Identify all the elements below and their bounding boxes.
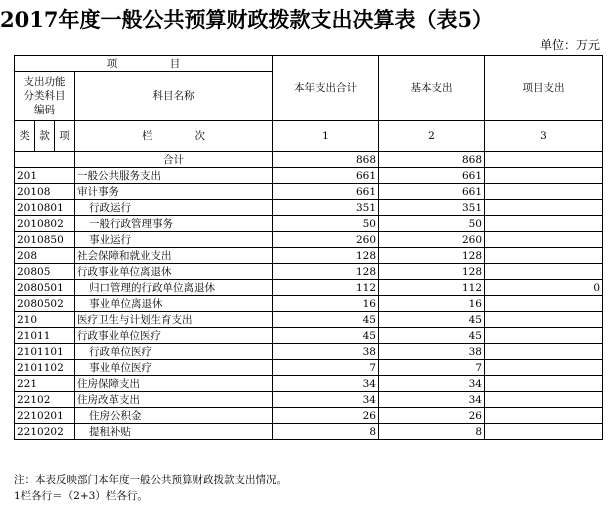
row-code: 2210202 [15,424,75,440]
table-row [15,376,603,392]
row-basic: 7 [379,360,485,376]
row-total: 34 [273,392,379,408]
header-code-label-line3: 编码 [34,104,55,116]
header-code-label-line1: 支出功能 [23,76,66,88]
table-row [15,232,603,248]
row-name: 合计 [75,152,273,168]
row-basic: 34 [379,392,485,408]
table-row [15,312,603,328]
row-total: 661 [273,184,379,200]
row-project [485,344,603,360]
row-total: 8 [273,424,379,440]
table-row [15,408,603,424]
row-name: 审计事务 [75,184,273,200]
row-code: 21011 [15,328,75,344]
unit-label: 单位：万元 [539,38,600,52]
row-basic: 868 [379,152,485,168]
row-name: 住房保障支出 [75,376,273,392]
header-col-num-3: 3 [485,121,603,152]
row-code: 2010801 [15,200,75,216]
table-row [15,392,603,408]
header-code-label [15,72,75,121]
row-basic: 260 [379,232,485,248]
row-code: 2010850 [15,232,75,248]
row-basic: 26 [379,408,485,424]
table-row [15,424,603,440]
header-xiangmu: 项 目 [15,56,273,72]
row-project [485,424,603,440]
row-name: 事业单位离退休 [75,296,273,312]
table-row [15,344,603,360]
row-total: 16 [273,296,379,312]
row-total: 7 [273,360,379,376]
row-code: 22102 [15,392,75,408]
header-col-project: 项目支出 [485,56,603,121]
row-code: 20805 [15,264,75,280]
table-row [15,296,603,312]
row-project [485,392,603,408]
table-row [15,184,603,200]
table-row [15,264,603,280]
row-project: 0 [485,280,603,296]
row-code [15,152,75,168]
row-project [485,296,603,312]
row-project [485,264,603,280]
row-total: 45 [273,328,379,344]
header-row-5 [15,121,603,152]
row-basic: 45 [379,328,485,344]
row-code: 2210201 [15,408,75,424]
row-basic: 8 [379,424,485,440]
table-row [15,360,603,376]
row-project [485,168,603,184]
row-name: 行政运行 [75,200,273,216]
table-row [15,248,603,264]
row-name: 住房公积金 [75,408,273,424]
row-code: 2101101 [15,344,75,360]
header-code-label-line2: 分类科目 [23,90,66,102]
row-name: 一般行政管理事务 [75,216,273,232]
table-row [15,168,603,184]
row-project [485,152,603,168]
row-basic: 45 [379,312,485,328]
row-name: 医疗卫生与计划生育支出 [75,312,273,328]
row-name: 提租补贴 [75,424,273,440]
row-code: 221 [15,376,75,392]
row-total: 38 [273,344,379,360]
header-col-num-1: 1 [273,121,379,152]
table-row [15,280,603,296]
row-total: 260 [273,232,379,248]
row-basic: 661 [379,168,485,184]
row-basic: 112 [379,280,485,296]
row-name: 归口管理的行政单位离退休 [75,280,273,296]
row-name: 行政单位医疗 [75,344,273,360]
row-code: 2080502 [15,296,75,312]
row-project [485,184,603,200]
header-lanci: 栏 次 [75,121,273,152]
row-total: 34 [273,376,379,392]
row-total: 26 [273,408,379,424]
row-total: 50 [273,216,379,232]
row-basic: 16 [379,296,485,312]
row-code: 20108 [15,184,75,200]
row-basic: 661 [379,184,485,200]
header-xiang: 项 [55,121,75,152]
row-project [485,200,603,216]
row-total: 661 [273,168,379,184]
row-project [485,312,603,328]
row-code: 2080501 [15,280,75,296]
row-basic: 128 [379,264,485,280]
row-total: 128 [273,264,379,280]
expenditure-table [14,55,603,440]
table-notes [14,472,287,504]
row-basic: 38 [379,344,485,360]
row-project [485,216,603,232]
row-basic: 50 [379,216,485,232]
table-row [15,152,603,168]
report-title: 2017年度一般公共预算财政拨款支出决算表（表5） [0,7,494,32]
row-total: 112 [273,280,379,296]
row-code: 201 [15,168,75,184]
row-name: 行政事业单位离退休 [75,264,273,280]
header-kuan: 款 [35,121,55,152]
row-name: 社会保障和就业支出 [75,248,273,264]
row-code: 2101102 [15,360,75,376]
row-total: 45 [273,312,379,328]
row-total: 868 [273,152,379,168]
row-project [485,376,603,392]
row-project [485,328,603,344]
row-code: 210 [15,312,75,328]
header-name-label: 科目名称 [75,72,273,121]
row-name: 一般公共服务支出 [75,168,273,184]
table-row [15,328,603,344]
row-basic: 351 [379,200,485,216]
row-name: 行政事业单位医疗 [75,328,273,344]
row-code: 208 [15,248,75,264]
header-col-total: 本年支出合计 [273,56,379,121]
row-project [485,232,603,248]
header-row-1 [15,56,603,72]
row-name: 住房改革支出 [75,392,273,408]
row-project [485,360,603,376]
table-row [15,200,603,216]
row-total: 351 [273,200,379,216]
row-basic: 34 [379,376,485,392]
header-col-basic: 基本支出 [379,56,485,121]
row-code: 2010802 [15,216,75,232]
row-total: 128 [273,248,379,264]
row-basic: 128 [379,248,485,264]
row-name: 事业单位医疗 [75,360,273,376]
row-name: 事业运行 [75,232,273,248]
table-row [15,216,603,232]
header-col-num-2: 2 [379,121,485,152]
row-project [485,248,603,264]
header-lei: 类 [15,121,35,152]
note-line-2: 1栏各行＝（2+3）栏各行。 [14,490,148,502]
note-line-1: 注：本表反映部门本年度一般公共预算财政拨款支出情况。 [14,474,287,486]
row-project [485,408,603,424]
